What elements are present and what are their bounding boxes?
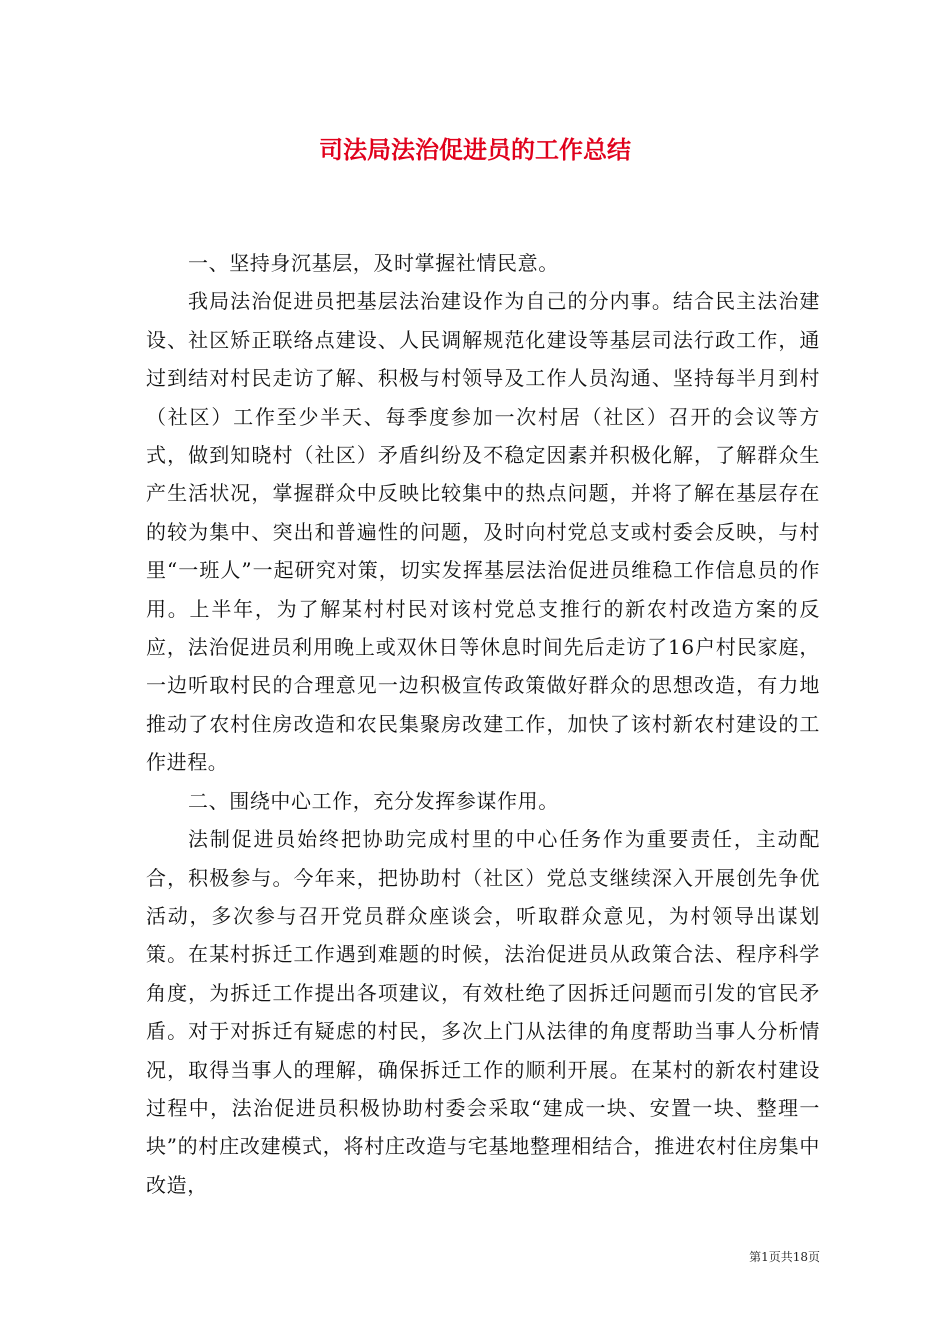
section-heading-1: 一、坚持身沉基层，及时掌握社情民意。: [188, 251, 559, 275]
document-title: 司法局法治促进员的工作总结: [319, 136, 631, 164]
paragraph-1: 我局法治促进员把基层法治建设作为自己的分内事。结合民主法治建设、社区矫正联络点建设、人民调解规范化建设等基层司法行政工作，通过到结对村民走访了解、积极与村领导及工作人员沟通、坚持每半月到村（社区）工作至少半天、每季度参加一次村居（社区）召开的会议等方式，做到知晓村（社区）矛盾纠纷及不稳定因素并积极化解，了解群众生产生活状况，掌握群众中反映比较集中的热点问题，并将了解在基层存在的较为集中、突出和普遍性的问题，及时向村党总支或村委会反映，与村里“一班人”一起研究对策，切实发挥基层法治促进员维稳工作信息员的作用。上半年，为了解某村村民对该村党总支推行的新农村改造方案的反应，法治促进员利用晚上或双休日等休息时间先后走访了16户村民家庭，一边听取村民的合理意见一边积极宣传政策做好群众的思想改造，有力地推动了农村住房改造和农民集聚房改建工作，加快了该村新农村建设的工作进程。: [146, 289, 820, 775]
document-body: [146, 244, 820, 1204]
page-number: 第1页共18页: [749, 1250, 820, 1264]
section-heading-2: 二、围绕中心工作，充分发挥参谋作用。: [188, 788, 559, 813]
paragraph-2: 法制促进员始终把协助完成村里的中心任务作为重要责任，主动配合，积极参与。今年来，把协助村（社区）党总支继续深入开展创先争优活动，多次参与召开党员群众座谈会，听取群众意见，为村领导出谋划策。在某村拆迁工作遇到难题的时候，法治促进员从政策合法、程序科学角度，为拆迁工作提出各项建议，有效杜绝了因拆迁问题而引发的官民矛盾。对于对拆迁有疑虑的村民，多次上门从法律的角度帮助当事人分析情况，取得当事人的理解，确保拆迁工作的顺利开展。在某村的新农村建设过程中，法治促进员积极协助村委会采取“建成一块、安置一块、整理一块”的村庄改建模式，将村庄改造与宅基地整理相结合，推进农村住房集中改造，: [146, 827, 820, 1197]
